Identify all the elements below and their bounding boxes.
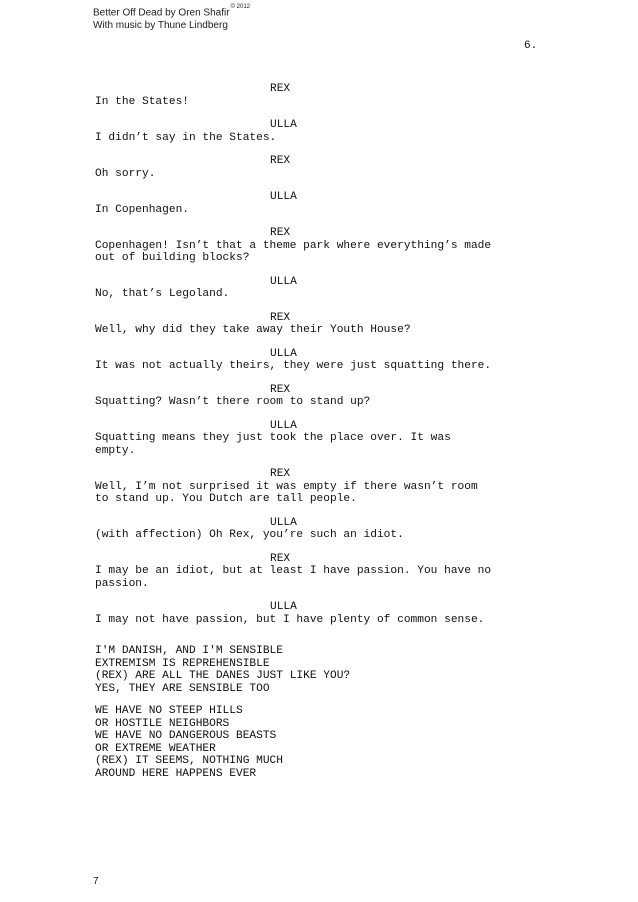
dialogue-block [95, 601, 555, 626]
dialogue-line: Oh sorry. [95, 167, 156, 180]
script-page-number: 6. [524, 40, 538, 52]
dialogue-block [95, 119, 555, 144]
lyric-stanza: WE HAVE NO STEEP HILLS OR HOSTILE NEIGHBORS WE HAVE NO DANGEROUS BEASTS OR EXTREME WEATHER (REX) IT SEEMS, NOTHING MUCH AROUND HERE HAPPENS EVER [95, 705, 283, 780]
character-name: ULLA [270, 275, 297, 288]
dialogue-line: (with affection) Oh Rex, you’re such an idiot. [95, 529, 404, 541]
character-name: ULLA [270, 191, 297, 203]
character-name: REX [270, 83, 291, 95]
dialogue-line: Squatting? Wasn’t there room to stand up? [95, 396, 371, 408]
dialogue-block [95, 227, 555, 265]
dialogue-block [95, 553, 555, 591]
script-body [95, 83, 555, 790]
dialogue-list [95, 83, 555, 626]
dialogue-line: Squatting means they just took the place over. It was empty. [95, 432, 451, 457]
dialogue-block [95, 312, 555, 337]
character-name: REX [270, 227, 291, 239]
dialogue-block [95, 517, 555, 542]
dialogue-block [95, 276, 555, 301]
character-name: REX [270, 155, 291, 167]
dialogue-line: I didn’t say in the States. [95, 131, 277, 144]
song-lyrics [95, 645, 555, 780]
header-title: Better Off Dead by Oren Shafir$^{© 2012}$ [93, 4, 250, 19]
footer-page-number: 7 [93, 876, 99, 887]
dialogue-line: Copenhagen! Isn’t that a theme park where everything’s made out of building blocks? [95, 239, 492, 264]
dialogue-block [95, 83, 555, 108]
character-name: REX [270, 311, 291, 324]
character-name: ULLA [270, 119, 297, 131]
dialogue-line: I may be an idiot, but at least I have passion. You have no passion. [95, 565, 492, 590]
character-name: REX [270, 468, 291, 480]
dialogue-line: It was not actually theirs, they were just squatting there. [95, 360, 492, 372]
character-name: ULLA [270, 601, 297, 613]
dialogue-line: No, that’s Legoland. [95, 288, 230, 300]
character-name: ULLA [270, 347, 297, 360]
copyright-mark: © 2012 [230, 4, 250, 10]
dialogue-block [95, 191, 555, 216]
dialogue-line: In Copenhagen. [95, 203, 189, 216]
character-name: REX [270, 552, 291, 565]
dialogue-line: Well, why did they take away their Youth House? [95, 324, 411, 336]
character-name: ULLA [270, 419, 297, 432]
dialogue-block [95, 348, 555, 373]
document-header [93, 4, 250, 32]
dialogue-line: I may not have passion, but I have plenty of common sense. [95, 613, 485, 626]
dialogue-line: In the States! [95, 95, 189, 108]
dialogue-block [95, 468, 555, 506]
dialogue-block [95, 155, 555, 180]
lyric-stanza: I'M DANISH, AND I'M SENSIBLE EXTREMISM IS REPREHENSIBLE (REX) ARE ALL THE DANES JUST LIKE YOU? YES, THEY ARE SENSIBLE TOO [95, 645, 351, 695]
dialogue-line: Well, I’m not surprised it was empty if there wasn’t room to stand up. You Dutch are tall people. [95, 480, 478, 505]
header-subtitle: With music by Thune Lindberg [93, 20, 228, 32]
character-name: ULLA [270, 516, 297, 529]
character-name: REX [270, 383, 291, 396]
dialogue-block [95, 384, 555, 409]
dialogue-block [95, 420, 555, 458]
